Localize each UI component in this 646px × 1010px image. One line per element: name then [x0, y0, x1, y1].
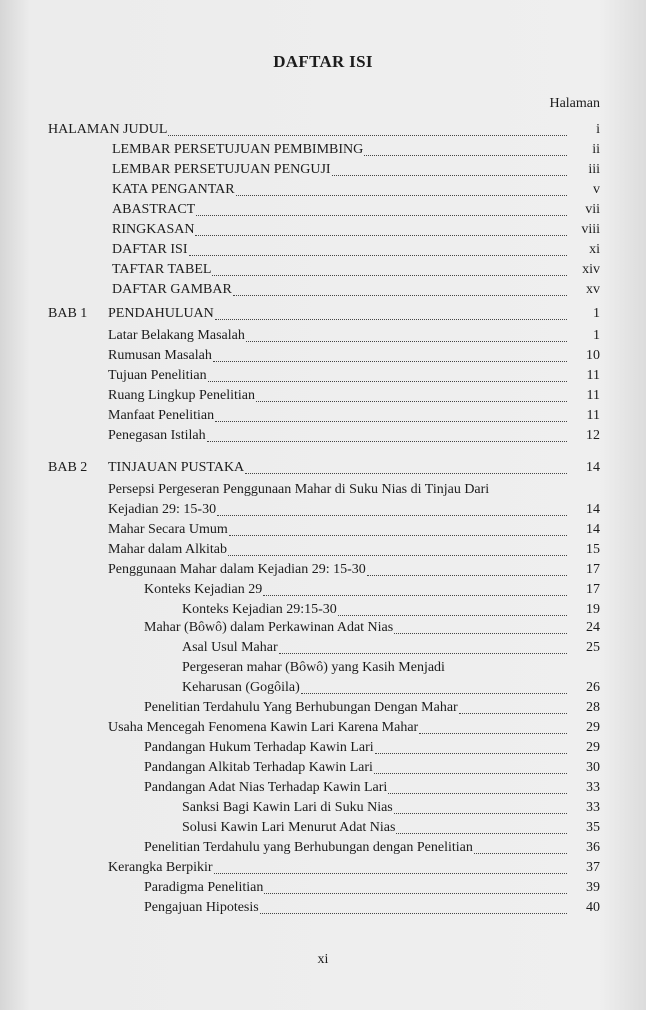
- toc-entry-label: DAFTAR ISI: [112, 242, 188, 257]
- toc-entry: [108, 366, 600, 386]
- dot-leader: [264, 879, 567, 894]
- toc-entry: [182, 638, 600, 658]
- toc-entry-label: Solusi Kawin Lari Menurut Adat Nias: [182, 820, 396, 835]
- toc-entry-label: Paradigma Penelitian: [144, 880, 264, 895]
- dot-leader: [394, 619, 567, 634]
- toc-entry-page: 19: [586, 602, 600, 617]
- toc-entry-label: Penggunaan Mahar dalam Kejadian 29: 15-30: [108, 562, 366, 577]
- toc-entry: [144, 838, 600, 858]
- dot-leader: [332, 161, 567, 176]
- dot-leader: [233, 281, 567, 296]
- dot-leader: [459, 699, 567, 714]
- dot-leader: [213, 347, 567, 362]
- toc-entry-page: 37: [586, 860, 600, 875]
- dot-leader: [228, 541, 567, 556]
- toc-entry-label: Mahar Secara Umum: [108, 522, 228, 537]
- toc-entry: [144, 778, 600, 798]
- bab1-label: BAB 1: [48, 306, 88, 321]
- dot-leader: [236, 181, 567, 196]
- toc-entry: [144, 618, 600, 638]
- toc-entry-label: RINGKASAN: [112, 222, 195, 237]
- toc-entry: [108, 426, 600, 446]
- dot-leader: [263, 581, 567, 596]
- toc-entry-page: xv: [586, 282, 600, 297]
- toc-entry: [108, 520, 600, 540]
- dot-leader: [217, 501, 567, 516]
- dot-leader: [195, 221, 567, 236]
- dot-leader: [374, 759, 567, 774]
- toc-entry-page: i: [596, 122, 600, 137]
- dot-leader: [212, 261, 567, 276]
- dot-leader: [396, 819, 567, 834]
- toc-entry-label: Pergeseran mahar (Bôwô) yang Kasih Menjadi: [182, 660, 445, 675]
- dot-leader: [208, 367, 567, 382]
- toc-entry-label: Ruang Lingkup Penelitian: [108, 388, 255, 403]
- toc-entry-page: 36: [586, 840, 600, 855]
- dot-leader: [168, 121, 567, 136]
- toc-entry: [108, 406, 600, 426]
- halaman-header: Halaman: [549, 96, 600, 111]
- toc-entry-page: 24: [586, 620, 600, 635]
- toc-entry-page: 35: [586, 820, 600, 835]
- toc-entry-page: ii: [592, 142, 600, 157]
- toc-entry: [182, 600, 600, 620]
- toc-entry-page: 11: [586, 368, 600, 383]
- toc-entry-page: 17: [586, 582, 600, 597]
- dot-leader: [375, 739, 567, 754]
- toc-entry-label: DAFTAR GAMBAR: [112, 282, 232, 297]
- toc-entry: [144, 898, 600, 918]
- toc-entry-label: TINJAUAN PUSTAKA: [108, 460, 245, 475]
- toc-entry-page: 33: [586, 800, 600, 815]
- toc-entry-label: Persepsi Pergeseran Penggunaan Mahar di Suku Nias di Tinjau Dari: [108, 482, 490, 497]
- toc-entry: [112, 180, 600, 200]
- toc-entry-page: 39: [586, 880, 600, 895]
- toc-entry-label: LEMBAR PERSETUJUAN PENGUJI: [112, 162, 331, 177]
- toc-entry-page: 14: [586, 522, 600, 537]
- toc-entry-label: PENDAHULUAN: [108, 306, 214, 321]
- toc-entry: [108, 540, 600, 560]
- toc-entry: [112, 260, 600, 280]
- toc-entry: [182, 798, 600, 818]
- toc-entry-label: Konteks Kejadian 29: [144, 582, 263, 597]
- toc-entry-label: KATA PENGANTAR: [112, 182, 235, 197]
- toc-entry-label: Penelitian Terdahulu Yang Berhubungan Dengan Mahar: [144, 700, 458, 715]
- dot-leader: [388, 779, 567, 794]
- toc-entry: [108, 500, 600, 520]
- toc-entry: [144, 580, 600, 600]
- toc-entry-page: 11: [586, 408, 600, 423]
- dot-leader: [215, 407, 567, 422]
- toc-entry: [112, 280, 600, 300]
- dot-leader: [279, 639, 567, 654]
- toc-entry-page: 14: [586, 460, 600, 475]
- dot-leader: [419, 719, 567, 734]
- toc-entry-page: 30: [586, 760, 600, 775]
- toc-entry-page: 14: [586, 502, 600, 517]
- toc-entry-page: v: [593, 182, 600, 197]
- toc-entry-label: Keharusan (Gogôila): [182, 680, 300, 695]
- toc-entry: [112, 160, 600, 180]
- toc-entry-label: Rumusan Masalah: [108, 348, 212, 363]
- toc-entry-page: 25: [586, 640, 600, 655]
- toc-entry-label: Kerangka Berpikir: [108, 860, 213, 875]
- toc-entry-page: 29: [586, 720, 600, 735]
- toc-entry-page: 1: [593, 328, 600, 343]
- toc-entry-label: Sanksi Bagi Kawin Lari di Suku Nias: [182, 800, 393, 815]
- dot-leader: [338, 601, 567, 616]
- toc-entry-page: 29: [586, 740, 600, 755]
- toc-entry: [108, 858, 600, 878]
- dot-leader: [246, 327, 567, 342]
- toc-entry-page: 33: [586, 780, 600, 795]
- toc-entry-label: Kejadian 29: 15-30: [108, 502, 217, 517]
- toc-entry: [108, 326, 600, 346]
- toc-entry: [182, 818, 600, 838]
- toc-entry-label: Asal Usul Mahar: [182, 640, 278, 655]
- dot-leader: [196, 201, 567, 216]
- toc-entry: [108, 718, 600, 738]
- dot-leader: [301, 679, 567, 694]
- toc-entry-page: 10: [586, 348, 600, 363]
- toc-entry-label: Tujuan Penelitian: [108, 368, 207, 383]
- toc-entry: [182, 678, 600, 698]
- dot-leader: [474, 839, 567, 854]
- dot-leader: [256, 387, 567, 402]
- toc-entry: [108, 386, 600, 406]
- toc-entry-page: 15: [586, 542, 600, 557]
- toc-entry-page: 11: [586, 388, 600, 403]
- dot-leader: [245, 459, 567, 474]
- toc-entry: [144, 878, 600, 898]
- toc-entry-label: Usaha Mencegah Fenomena Kawin Lari Karena Mahar: [108, 720, 419, 735]
- dot-leader: [260, 899, 567, 914]
- toc-entry: [144, 698, 600, 718]
- dot-leader: [229, 521, 567, 536]
- toc-entry-label: Pandangan Adat Nias Terhadap Kawin Lari: [144, 780, 388, 795]
- dot-leader: [364, 141, 567, 156]
- toc-entry: [108, 304, 600, 324]
- toc-entry-label: HALAMAN JUDUL: [48, 122, 168, 137]
- toc-entry-label: Mahar (Bôwô) dalam Perkawinan Adat Nias: [144, 620, 394, 635]
- toc-entry-label: Latar Belakang Masalah: [108, 328, 245, 343]
- toc-entry-label: Manfaat Penelitian: [108, 408, 215, 423]
- toc-entry-page: vii: [585, 202, 600, 217]
- toc-entry-label: LEMBAR PERSETUJUAN PEMBIMBING: [112, 142, 364, 157]
- toc-entry-label: Konteks Kejadian 29:15-30: [182, 602, 337, 617]
- toc-entry-label: Pandangan Hukum Terhadap Kawin Lari: [144, 740, 374, 755]
- toc-entry-page: 26: [586, 680, 600, 695]
- toc-entry-label: TAFTAR TABEL: [112, 262, 212, 277]
- page-title: DAFTAR ISI: [273, 52, 373, 71]
- dot-leader: [207, 427, 567, 442]
- toc-entry-label: Mahar dalam Alkitab: [108, 542, 227, 557]
- toc-entry-page: 12: [586, 428, 600, 443]
- toc-entry-page: 1: [593, 306, 600, 321]
- toc-entry: [112, 240, 600, 260]
- toc-entry: [144, 738, 600, 758]
- toc-entry-label: Pengajuan Hipotesis: [144, 900, 259, 915]
- page-number-footer: xi: [317, 952, 329, 967]
- toc-entry-page: 17: [586, 562, 600, 577]
- toc-entry-label: ABASTRACT: [112, 202, 196, 217]
- toc-entry: [48, 120, 600, 140]
- toc-entry-label: Penelitian Terdahulu yang Berhubungan dengan Penelitian: [144, 840, 473, 855]
- toc-entry: [112, 200, 600, 220]
- toc-entry-page: xi: [589, 242, 600, 257]
- dot-leader: [394, 799, 567, 814]
- dot-leader: [215, 305, 567, 320]
- toc-entry: [108, 458, 600, 478]
- toc-entry-label: Pandangan Alkitab Terhadap Kawin Lari: [144, 760, 373, 775]
- toc-entry-page: viii: [581, 222, 600, 237]
- toc-entry: [112, 140, 600, 160]
- toc-entry-page: xiv: [582, 262, 600, 277]
- toc-entry: [108, 560, 600, 580]
- dot-leader: [214, 859, 567, 874]
- toc-entry: [144, 758, 600, 778]
- dot-leader: [189, 241, 568, 256]
- toc-entry: [112, 220, 600, 240]
- toc-entry-page: iii: [588, 162, 600, 177]
- toc-entry-label: Penegasan Istilah: [108, 428, 206, 443]
- toc-entry-page: 40: [586, 900, 600, 915]
- toc-entry-page: 28: [586, 700, 600, 715]
- dot-leader: [367, 561, 567, 576]
- bab2-label: BAB 2: [48, 460, 88, 475]
- toc-entry: [108, 346, 600, 366]
